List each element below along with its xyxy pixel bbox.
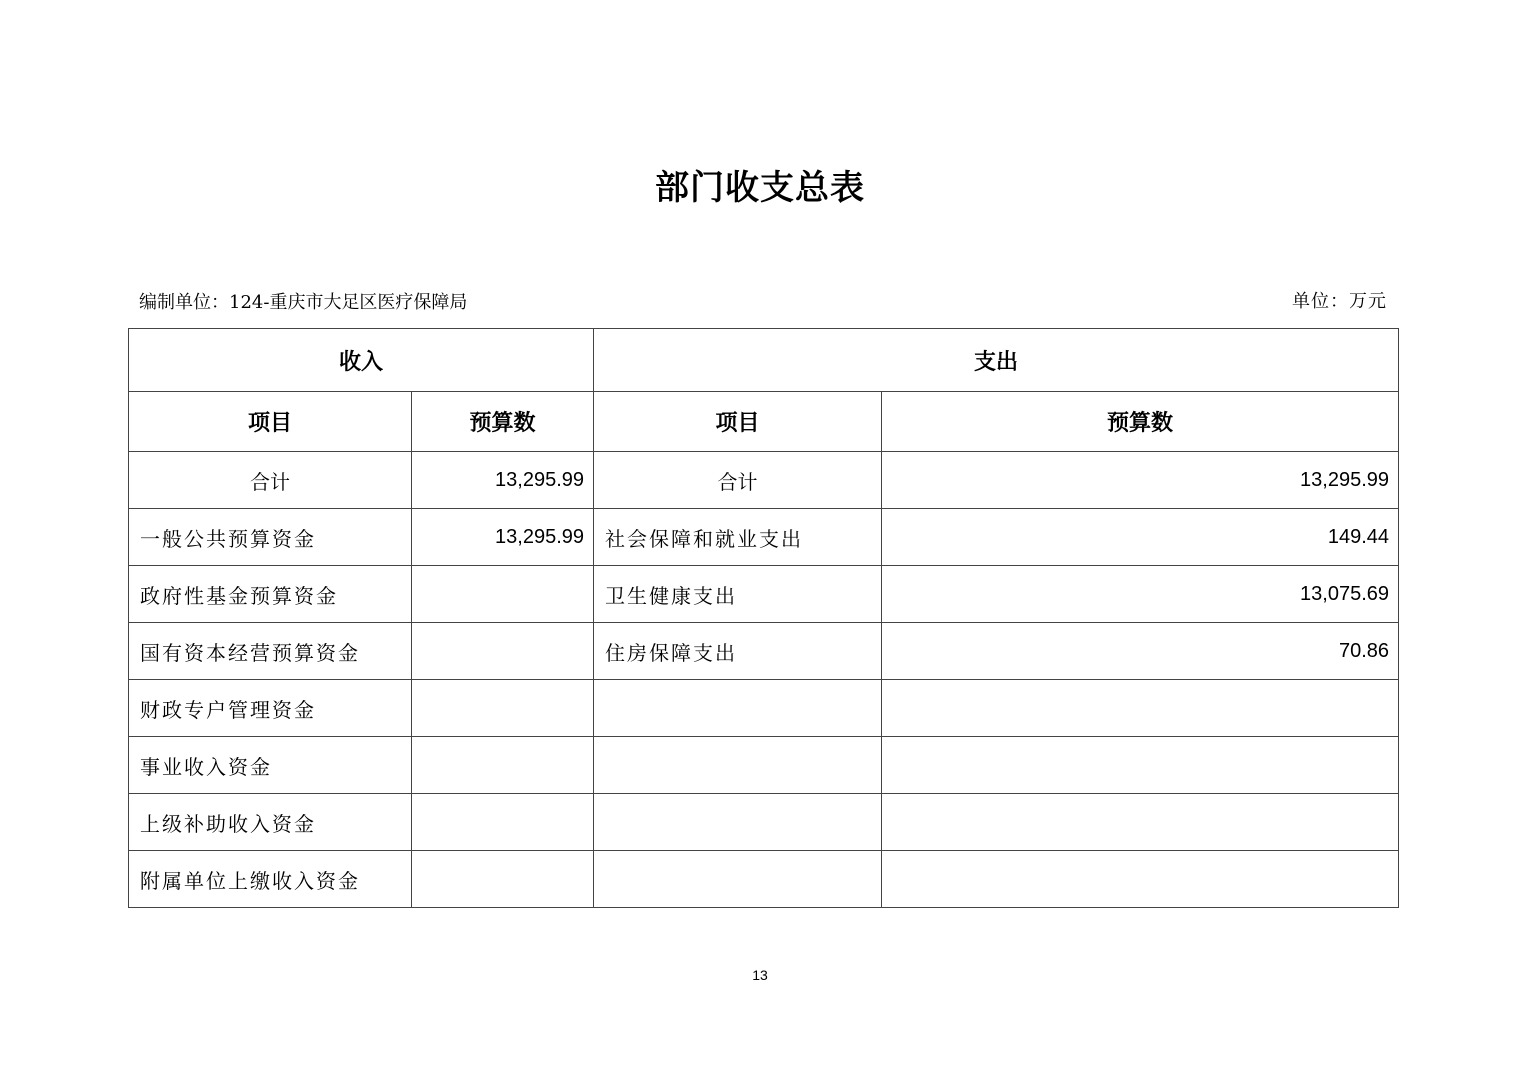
page-title: 部门收支总表 [655, 168, 865, 208]
income-budget-cell [412, 794, 594, 851]
income-budget-cell: 13,295.99 [412, 452, 594, 509]
table-row [129, 851, 1399, 908]
table-row [129, 680, 1399, 737]
expense-item-cell: 住房保障支出 [594, 623, 882, 680]
expense-budget-cell: 149.44 [882, 509, 1399, 566]
expense-budget-cell: 13,295.99 [882, 452, 1399, 509]
income-item-column-header: 项目 [129, 392, 412, 452]
income-budget-cell [412, 851, 594, 908]
expense-item-cell [594, 794, 882, 851]
table-row-total [129, 452, 1399, 509]
expense-item-column-header: 项目 [594, 392, 882, 452]
table-row [129, 509, 1399, 566]
income-item-cell: 财政专户管理资金 [129, 680, 412, 737]
income-item-cell: 合计 [129, 452, 412, 509]
income-item-cell: 上级补助收入资金 [129, 794, 412, 851]
income-budget-cell [412, 737, 594, 794]
budget-summary-table [128, 328, 1399, 908]
expense-group-header: 支出 [594, 329, 1399, 392]
column-header-row [129, 392, 1399, 452]
compiling-unit-label: 编制单位：124-重庆市大足区医疗保障局 [139, 292, 468, 313]
expense-budget-column-header: 预算数 [882, 392, 1399, 452]
expense-budget-cell [882, 680, 1399, 737]
expense-item-cell: 社会保障和就业支出 [594, 509, 882, 566]
income-item-cell: 事业收入资金 [129, 737, 412, 794]
expense-budget-cell [882, 737, 1399, 794]
expense-budget-cell [882, 794, 1399, 851]
income-item-cell: 附属单位上缴收入资金 [129, 851, 412, 908]
income-group-header: 收入 [129, 329, 594, 392]
expense-item-cell [594, 737, 882, 794]
income-budget-cell [412, 680, 594, 737]
income-budget-column-header: 预算数 [412, 392, 594, 452]
income-item-cell: 政府性基金预算资金 [129, 566, 412, 623]
currency-unit-label: 单位：万元 [1292, 291, 1387, 312]
page-number: 13 [752, 967, 768, 983]
expense-budget-cell: 70.86 [882, 623, 1399, 680]
table-row [129, 794, 1399, 851]
income-budget-cell [412, 566, 594, 623]
table-row [129, 623, 1399, 680]
expense-budget-cell: 13,075.69 [882, 566, 1399, 623]
table-row [129, 566, 1399, 623]
expense-budget-cell [882, 851, 1399, 908]
income-item-cell: 国有资本经营预算资金 [129, 623, 412, 680]
income-budget-cell: 13,295.99 [412, 509, 594, 566]
table-row [129, 737, 1399, 794]
group-header-row [129, 329, 1399, 392]
expense-item-cell [594, 680, 882, 737]
expense-item-cell: 合计 [594, 452, 882, 509]
expense-item-cell: 卫生健康支出 [594, 566, 882, 623]
income-item-cell: 一般公共预算资金 [129, 509, 412, 566]
expense-item-cell [594, 851, 882, 908]
income-budget-cell [412, 623, 594, 680]
